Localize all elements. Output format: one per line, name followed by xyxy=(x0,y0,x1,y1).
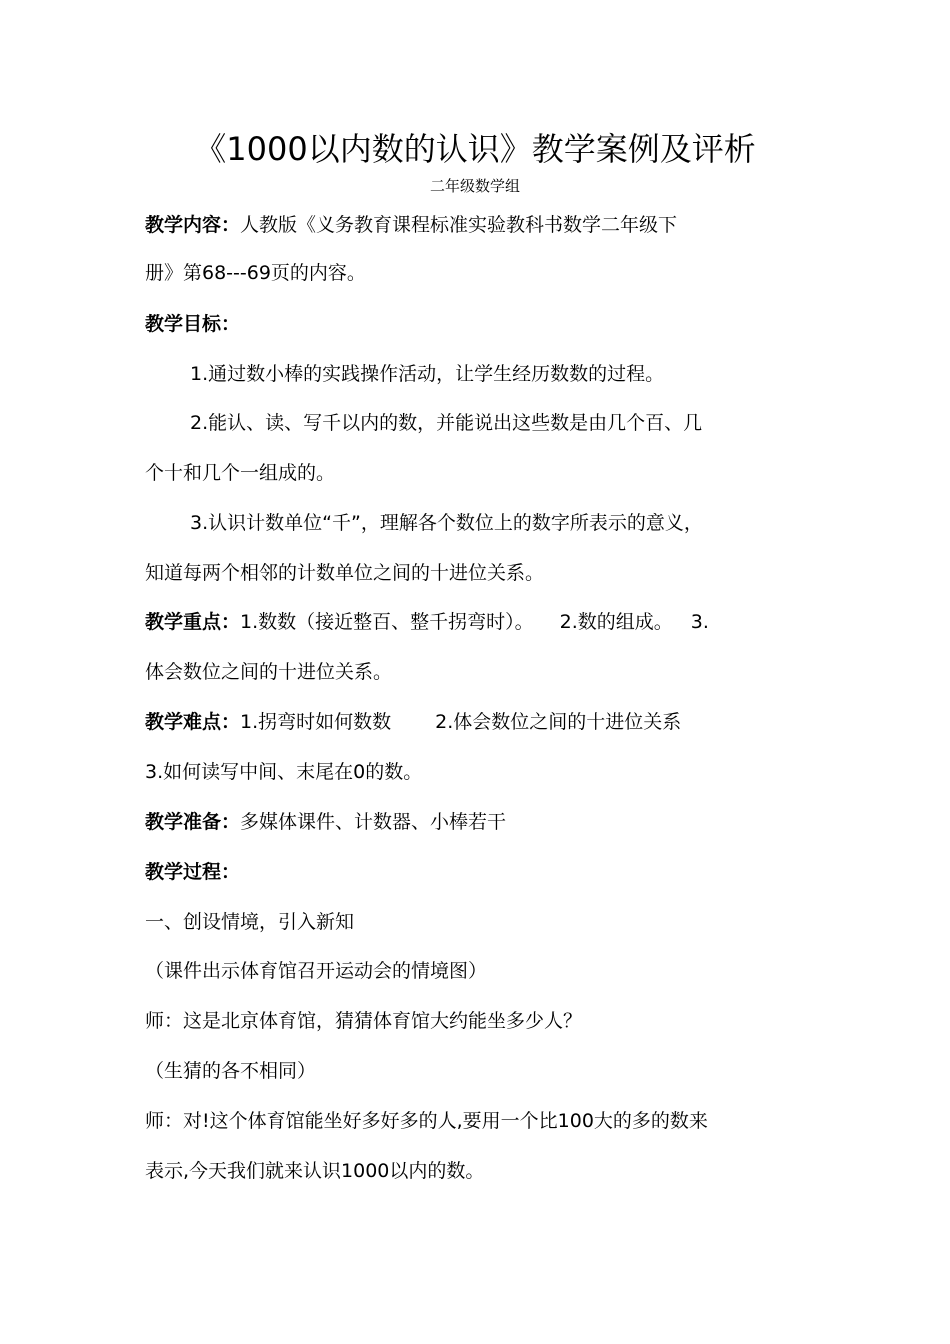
teaching-content-line-1 xyxy=(145,210,677,240)
teaching-content-line-2: 册》第68---69页的内容。 xyxy=(145,262,366,284)
goal-item-1: 1.通过数小棒的实践操作活动，让学生经历数数的过程。 xyxy=(190,363,665,385)
goal-item-2-line-2: 个十和几个一组成的。 xyxy=(145,462,336,484)
process-note-1: （课件出示体育馆召开运动会的情境图） xyxy=(145,960,488,982)
goal-item-3-line-1: 3.认识计数单位“千”，理解各个数位上的数字所表示的意义， xyxy=(190,512,703,534)
process-teacher-2-line-1: 师：对!这个体育馆能坐好多好多的人,要用一个比100大的多的数来 xyxy=(145,1110,708,1132)
key-point-3: 3. xyxy=(690,611,709,633)
key-points-line-2: 体会数位之间的十进位关系。 xyxy=(145,661,393,683)
difficulties-line-1 xyxy=(145,707,681,737)
difficulties-label: 教学难点： xyxy=(145,711,241,733)
key-point-1: 1.数数（接近整百、整千拐弯时）。 xyxy=(240,611,534,633)
preparation-text: 多媒体课件、计数器、小棒若干 xyxy=(240,811,507,833)
process-teacher-1: 师：这是北京体育馆，猜猜体育馆大约能坐多少人？ xyxy=(145,1010,583,1032)
document-title: 《1000以内数的认识》教学案例及评析 xyxy=(194,130,756,168)
process-note-2: （生猜的各不相同） xyxy=(145,1060,317,1082)
key-points-label: 教学重点： xyxy=(145,611,241,633)
key-point-2: 2.数的组成。 xyxy=(559,611,673,633)
preparation-label: 教学准备： xyxy=(145,811,241,833)
document-subtitle: 二年级数学组 xyxy=(429,177,520,195)
teaching-content-text: 人教版《义务教育课程标准实验教科书数学二年级下 xyxy=(240,214,678,236)
goal-item-3-line-2: 知道每两个相邻的计数单位之间的十进位关系。 xyxy=(145,562,545,584)
process-label: 教学过程： xyxy=(145,861,241,883)
goal-item-2-line-1: 2.能认、读、写千以内的数，并能说出这些数是由几个百、几 xyxy=(190,412,703,434)
teaching-goals-label: 教学目标： xyxy=(145,313,241,335)
difficulty-1: 1.拐弯时如何数数 xyxy=(240,711,392,733)
difficulties-line-2: 3.如何读写中间、末尾在0的数。 xyxy=(145,761,423,783)
preparation-line xyxy=(145,807,506,837)
process-section-1: 一、创设情境，引入新知 xyxy=(145,911,355,933)
teaching-content-label: 教学内容： xyxy=(145,214,241,236)
process-teacher-2-line-2: 表示,今天我们就来认识1000以内的数。 xyxy=(145,1160,485,1182)
difficulty-2: 2.体会数位之间的十进位关系 xyxy=(435,711,682,733)
key-points-line-1 xyxy=(145,607,709,637)
